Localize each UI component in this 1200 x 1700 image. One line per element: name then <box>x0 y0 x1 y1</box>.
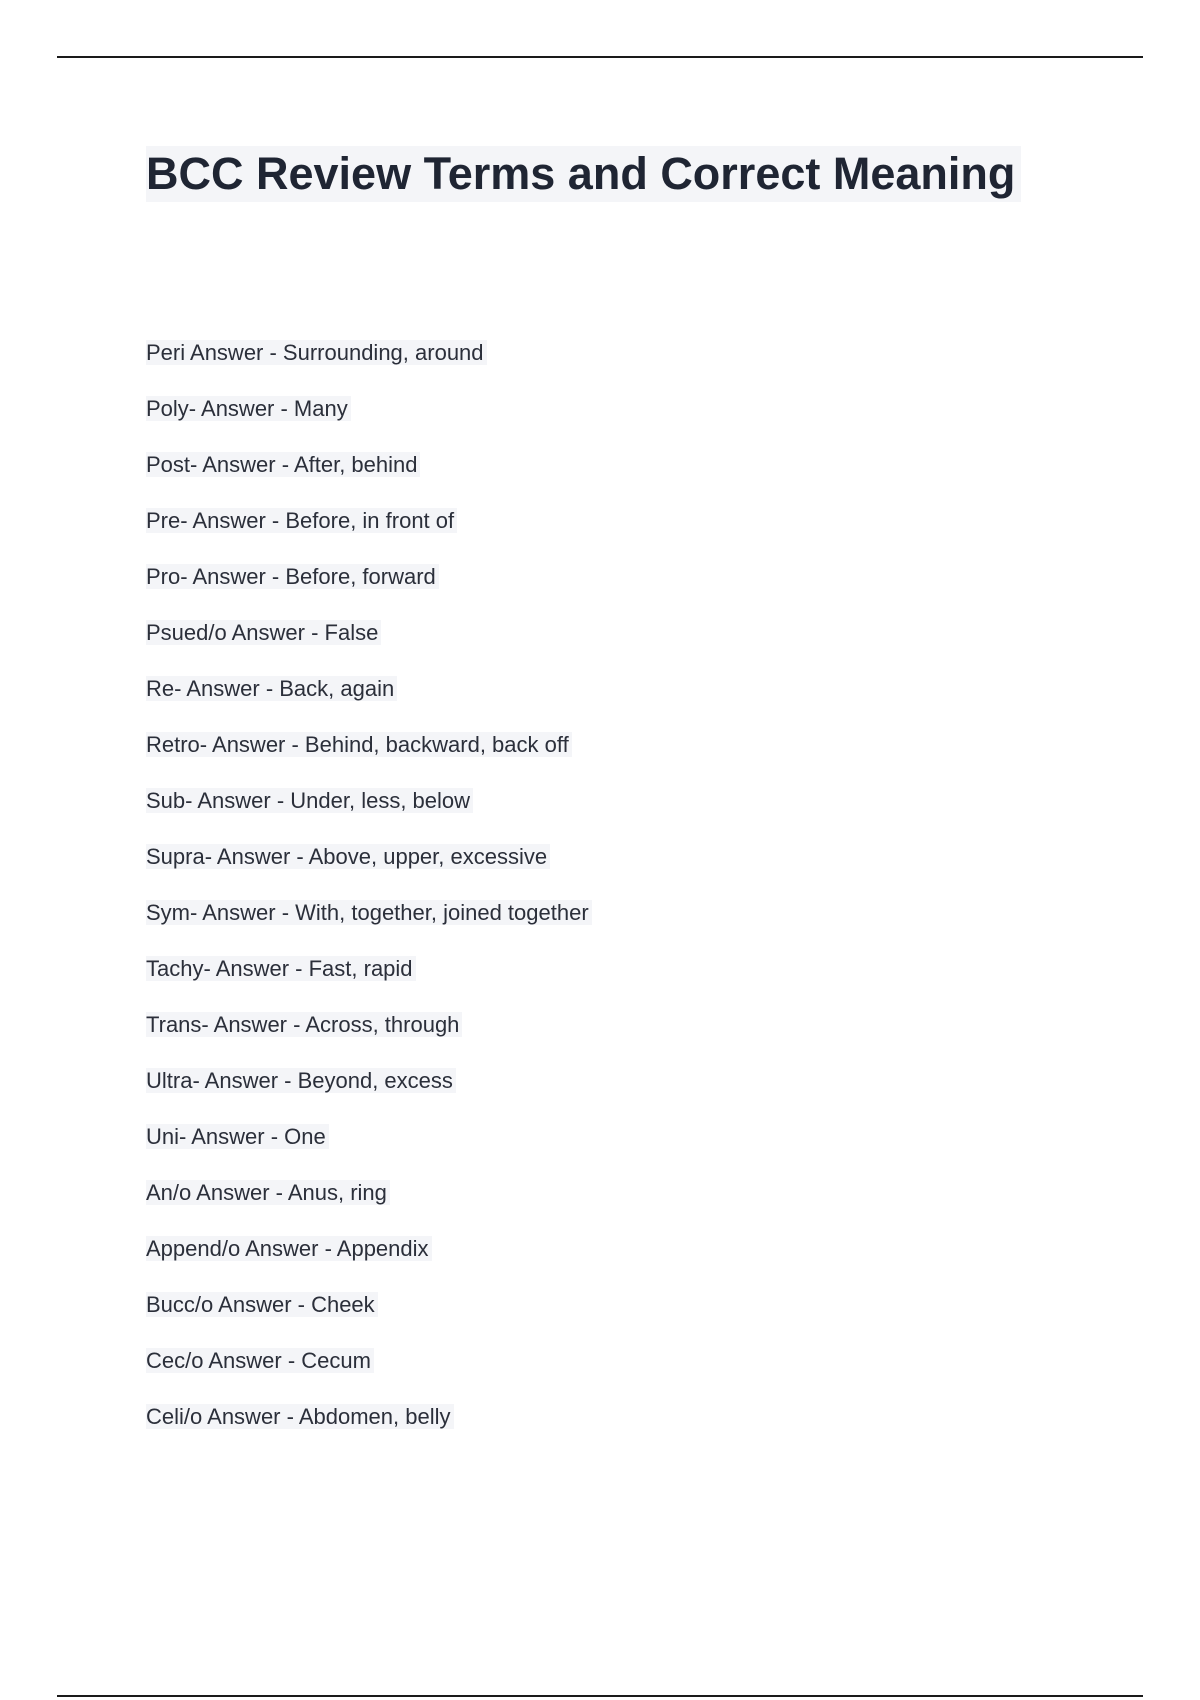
terms-list <box>146 337 592 1457</box>
term-text: Ultra- Answer - Beyond, excess <box>146 1068 456 1093</box>
term-item <box>146 953 592 1009</box>
term-item <box>146 1065 592 1121</box>
term-item <box>146 729 592 785</box>
term-item <box>146 337 592 393</box>
term-text: Re- Answer - Back, again <box>146 676 397 701</box>
term-text: Uni- Answer - One <box>146 1124 329 1149</box>
term-item <box>146 393 592 449</box>
term-item <box>146 1009 592 1065</box>
term-item <box>146 841 592 897</box>
top-divider <box>57 56 1143 58</box>
term-text: Celi/o Answer - Abdomen, belly <box>146 1404 454 1429</box>
term-item <box>146 1121 592 1177</box>
term-text: Tachy- Answer - Fast, rapid <box>146 956 416 981</box>
term-text: Cec/o Answer - Cecum <box>146 1348 374 1373</box>
term-text: Peri Answer - Surrounding, around <box>146 340 487 365</box>
term-item <box>146 673 592 729</box>
term-text: Sym- Answer - With, together, joined together <box>146 900 592 925</box>
term-item <box>146 1401 592 1457</box>
term-text: Psued/o Answer - False <box>146 620 381 645</box>
term-text: Pro- Answer - Before, forward <box>146 564 439 589</box>
term-text: Supra- Answer - Above, upper, excessive <box>146 844 550 869</box>
term-text: Bucc/o Answer - Cheek <box>146 1292 378 1317</box>
term-item <box>146 785 592 841</box>
term-item <box>146 897 592 953</box>
term-item <box>146 505 592 561</box>
term-item <box>146 561 592 617</box>
term-item <box>146 1345 592 1401</box>
term-item <box>146 1177 592 1233</box>
term-text: Retro- Answer - Behind, backward, back off <box>146 732 572 757</box>
term-text: Sub- Answer - Under, less, below <box>146 788 473 813</box>
term-text: Poly- Answer - Many <box>146 396 351 421</box>
page-title: BCC Review Terms and Correct Meaning <box>146 146 1021 202</box>
term-item <box>146 1289 592 1345</box>
term-text: Trans- Answer - Across, through <box>146 1012 462 1037</box>
bottom-divider <box>57 1695 1143 1697</box>
term-text: Append/o Answer - Appendix <box>146 1236 432 1261</box>
term-text: Pre- Answer - Before, in front of <box>146 508 457 533</box>
term-text: An/o Answer - Anus, ring <box>146 1180 390 1205</box>
term-item <box>146 1233 592 1289</box>
term-item <box>146 617 592 673</box>
term-text: Post- Answer - After, behind <box>146 452 420 477</box>
term-item <box>146 449 592 505</box>
